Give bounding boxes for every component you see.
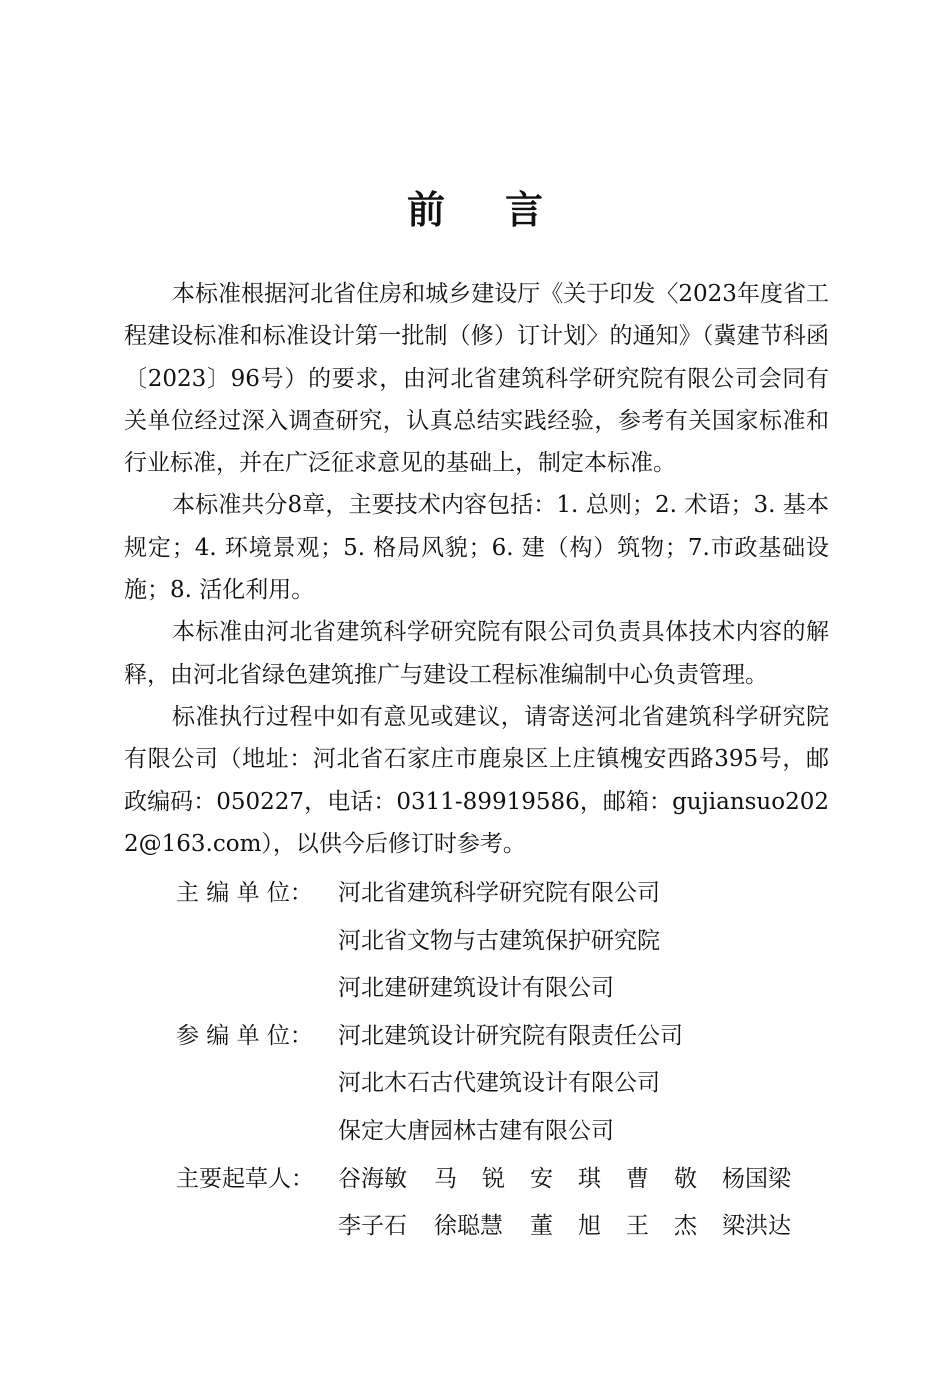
paragraph: 本标准共分8章，主要技术内容包括：1. 总则；2. 术语；3. 基本规定；4. 环境景观；5. 格局风貌；6. 建（构）筑物；7.市政基础设施；8. 活化利用。 (124, 492, 829, 604)
unit-list (338, 1013, 836, 1156)
unit-label: 参 编 单 位： (176, 1022, 313, 1049)
drafter-row (338, 1156, 836, 1204)
drafter-name: 旭 (578, 1213, 601, 1240)
title-char: 前 (406, 187, 445, 232)
paragraph: 本标准根据河北省住房和城乡建设厅《关于印发〈2023年度省工程建设标准和标准设计第一批制（修）订计划〉的通知》（冀建节科函〔2023〕96号）的要求，由河北省建筑科学研究院有限公司会同有关单位经过深入调查研究，认真总结实践经验，参考有关国家标准和行业标准，并在广泛征求意见的基础上，制定本标准。 (124, 281, 829, 477)
drafter-name: 敬 (674, 1165, 697, 1192)
drafters-group (176, 1156, 836, 1251)
paragraph: 本标准由河北省建筑科学研究院有限公司负责具体技术内容的解释，由河北省绿色建筑推广与建设工程标准编制中心负责管理。 (124, 619, 829, 688)
drafter-name: 梁洪达 (722, 1213, 791, 1240)
unit-item: 河北木石古代建筑设计有限公司 (338, 1070, 660, 1097)
drafter-name: 徐聪慧 (434, 1213, 503, 1240)
unit-label: 主要起草人： (176, 1165, 314, 1192)
drafter-name: 琪 (578, 1165, 601, 1192)
drafter-row (338, 1203, 836, 1251)
unit-item: 河北建研建筑设计有限公司 (338, 975, 614, 1002)
unit-item: 保定大唐园林古建有限公司 (338, 1117, 614, 1144)
drafter-name: 曹 (626, 1165, 649, 1192)
unit-item: 河北省建筑科学研究院有限公司 (338, 880, 660, 906)
title-char: 言 (505, 187, 544, 232)
participating-units (176, 1013, 836, 1156)
drafter-name: 谷海敏 (338, 1165, 407, 1192)
drafter-name (482, 1203, 530, 1251)
chief-units (176, 870, 836, 1013)
paragraph: 标准执行过程中如有意见或建议，请寄送河北省建筑科学研究院有限公司（地址：河北省石家庄市鹿泉区上庄镇槐安西路395号，邮政编码：050227，电话：0311-89919586，邮箱：gujiansuo2022@163.com），以供今后修订时参考。 (124, 703, 829, 857)
drafter-name: 杨国梁 (722, 1165, 791, 1192)
unit-label: 主 编 单 位： (176, 880, 313, 906)
unit-item: 河北省文物与古建筑保护研究院 (338, 927, 660, 954)
unit-list (338, 870, 836, 1013)
drafter-name: 杰 (674, 1213, 697, 1240)
drafter-name: 锐 (482, 1165, 505, 1192)
preface-body (124, 273, 829, 865)
page-title (0, 186, 950, 234)
units-section (176, 870, 836, 1251)
drafter-name: 安 (530, 1165, 553, 1192)
unit-item: 河北建筑设计研究院有限责任公司 (338, 1022, 683, 1049)
drafter-list (338, 1156, 836, 1251)
drafter-name: 马 (434, 1165, 457, 1192)
drafter-name: 董 (530, 1213, 553, 1240)
drafter-name: 李子石 (338, 1213, 407, 1240)
drafter-name: 王 (626, 1213, 649, 1240)
